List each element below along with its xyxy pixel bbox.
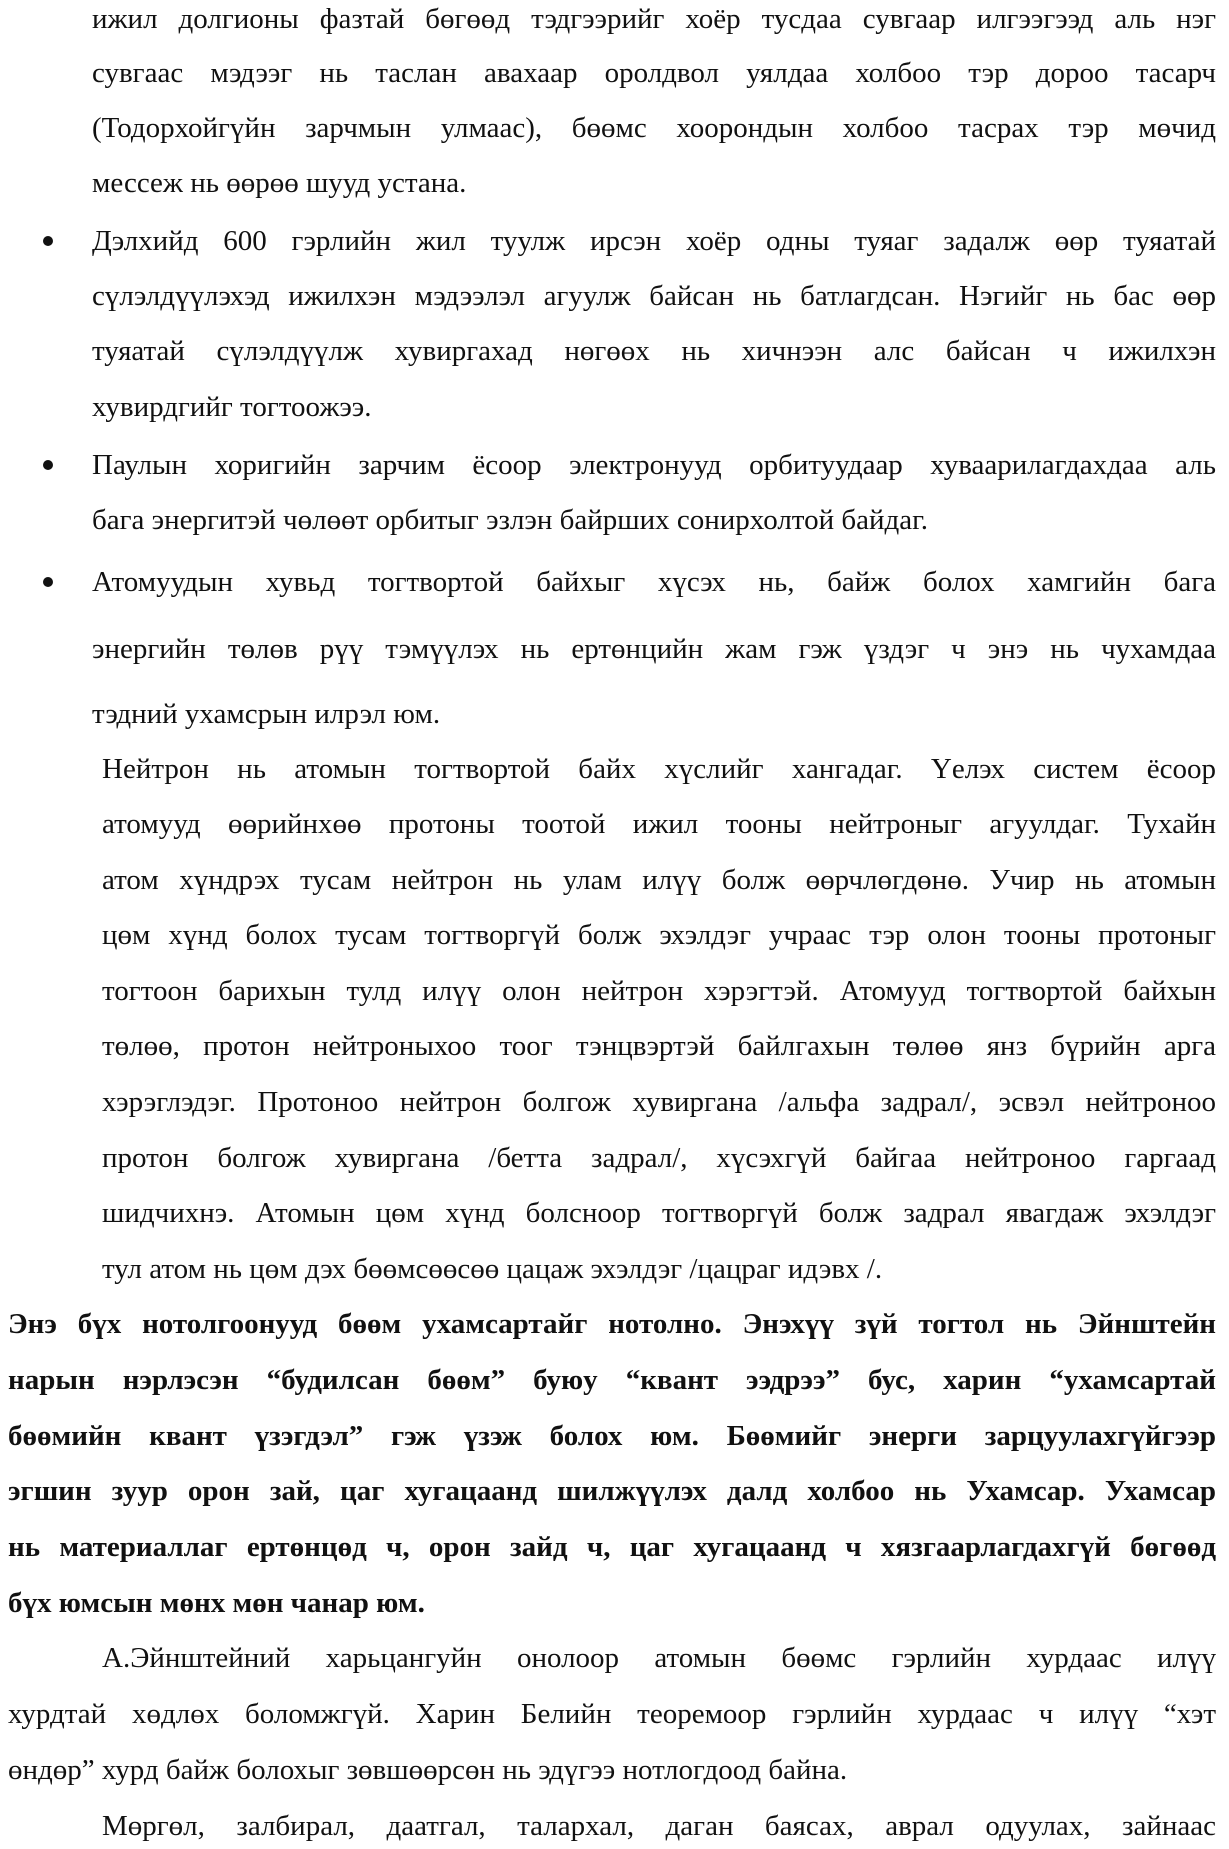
neutron-paragraph-line-10: тул атом нь цөм дэх бөөмсөөсөө цацаж эхэлдэг /цацраг идэвх /. <box>102 1253 883 1285</box>
bold-paragraph-line-2: нарын нэрлэсэн “будилсан бөөм” буюу “квант ээдрээ” бус, харин “ухамсартай <box>8 1364 1216 1396</box>
last-paragraph-line-1: Мөргөл, залбирал, даатгал, талархал, даган баясах, аврал одуулах, зайнаас <box>102 1810 1216 1842</box>
neutron-paragraph-line-4: цөм хүнд болох тусам тогтворгүй болж эхэлдэг учраас тэр олон тооны протоныг <box>102 919 1216 951</box>
neutron-paragraph-line-7: хэрэглэдэг. Протоноо нейтрон болгож хувиргана /альфа задрал/, эсвэл нейтроноо <box>102 1086 1216 1118</box>
bold-paragraph-line-6: бүх юмсын мөнх мөн чанар юм. <box>8 1587 425 1619</box>
bullet-1-line-2: сувгаас мэдээг нь таслан авахаар оролдвол уялдаа холбоо тэр дороо тасарч <box>92 57 1216 89</box>
einstein-paragraph-line-3: өндөр” хурд байж болохыг зөвшөөрсөн нь эдүгээ нотлогдоод байна. <box>8 1754 848 1786</box>
bullet-1-line-4: мессеж нь өөрөө шууд устана. <box>92 167 467 199</box>
bold-paragraph-line-4: эгшин зуур орон зай, цаг хугацаанд шилжүүлэх далд холбоо нь Ухамсар. Ухамсар <box>8 1475 1216 1507</box>
bullet-4-line-3: тэдний ухамсрын илрэл юм. <box>92 698 441 730</box>
bullet-4-line-1: Атомуудын хувьд тогтвортой байхыг хүсэх нь, байж болох хамгийн бага <box>92 566 1216 598</box>
neutron-paragraph-line-1: Нейтрон нь атомын тогтвортой байх хүслийг хангадаг. Үелэх систем ёсоор <box>102 753 1216 785</box>
neutron-paragraph-line-2: атомууд өөрийнхөө протоны тоотой ижил тооны нейтроныг агуулдаг. Тухайн <box>102 808 1216 840</box>
bullet-4-marker <box>43 577 53 587</box>
bullet-2-marker <box>43 236 53 246</box>
bullet-1-line-1: ижил долгионы фазтай бөгөөд тэдгээрийг хоёр тусдаа сувгаар илгээгээд аль нэг <box>92 3 1216 35</box>
neutron-paragraph-line-9: шидчихнэ. Атомын цөм хүнд болсноор тогтворгүй болж задрал явагдаж эхэлдэг <box>102 1197 1216 1229</box>
bullet-2-line-4: хувирдгийг тогтоожээ. <box>92 391 372 423</box>
bold-paragraph-line-1: Энэ бүх нотолгоонууд бөөм ухамсартайг нотолно. Энэхүү зүй тогтол нь Эйнштейн <box>8 1308 1216 1340</box>
neutron-paragraph-line-8: протон болгож хувиргана /бетта задрал/, хүсэхгүй байгаа нейтроноо гаргаад <box>102 1142 1216 1174</box>
neutron-paragraph-line-6: төлөө, протон нейтроныхоо тоог тэнцвэртэй байлгахын төлөө янз бүрийн арга <box>102 1030 1216 1062</box>
bullet-4-line-2: энергийн төлөв рүү тэмүүлэх нь ертөнцийн жам гэж үздэг ч энэ нь чухамдаа <box>92 633 1216 665</box>
bold-paragraph-line-5: нь материаллаг ертөнцөд ч, орон зайд ч, цаг хугацаанд ч хязгаарлагдахгүй бөгөөд <box>8 1531 1216 1563</box>
neutron-paragraph-line-5: тогтоон барихын тулд илүү олон нейтрон хэрэгтэй. Атомууд тогтвортой байхын <box>102 975 1216 1007</box>
bullet-3-marker <box>43 460 53 470</box>
bullet-2-line-2: сүлэлдүүлэхэд ижилхэн мэдээлэл агуулж байсан нь батлагдсан. Нэгийг нь бас өөр <box>92 280 1216 312</box>
bullet-1-line-3: (Тодорхойгүйн зарчмын улмаас), бөөмс хоорондын холбоо тасрах тэр мөчид <box>92 112 1216 144</box>
bullet-2-line-3: туяатай сүлэлдүүлж хувиргахад нөгөөх нь хичнээн алс байсан ч ижилхэн <box>92 335 1216 367</box>
bullet-3-line-2: бага энергитэй чөлөөт орбитыг эзлэн байрших сонирхолтой байдаг. <box>92 504 929 536</box>
bullet-3-line-1: Паулын хоригийн зарчим ёсоор электронууд орбитуудаар хуваарилагдахдаа аль <box>92 449 1216 481</box>
einstein-paragraph-line-1: А.Эйнштейний харьцангуйн онолоор атомын бөөмс гэрлийн хурдаас илүү <box>102 1642 1216 1674</box>
einstein-paragraph-line-2: хурдтай хөдлөх боломжгүй. Харин Белийн теоремоор гэрлийн хурдаас ч илүү “хэт <box>8 1698 1216 1730</box>
neutron-paragraph-line-3: атом хүндрэх тусам нейтрон нь улам илүү болж өөрчлөгдөнө. Учир нь атомын <box>102 864 1216 896</box>
bullet-2-line-1: Дэлхийд 600 гэрлийн жил туулж ирсэн хоёр одны туяаг задалж өөр туяатай <box>92 225 1216 257</box>
bold-paragraph-line-3: бөөмийн квант үзэгдэл” гэж үзэж болох юм. Бөөмийг энерги зарцуулахгүйгээр <box>8 1420 1216 1452</box>
